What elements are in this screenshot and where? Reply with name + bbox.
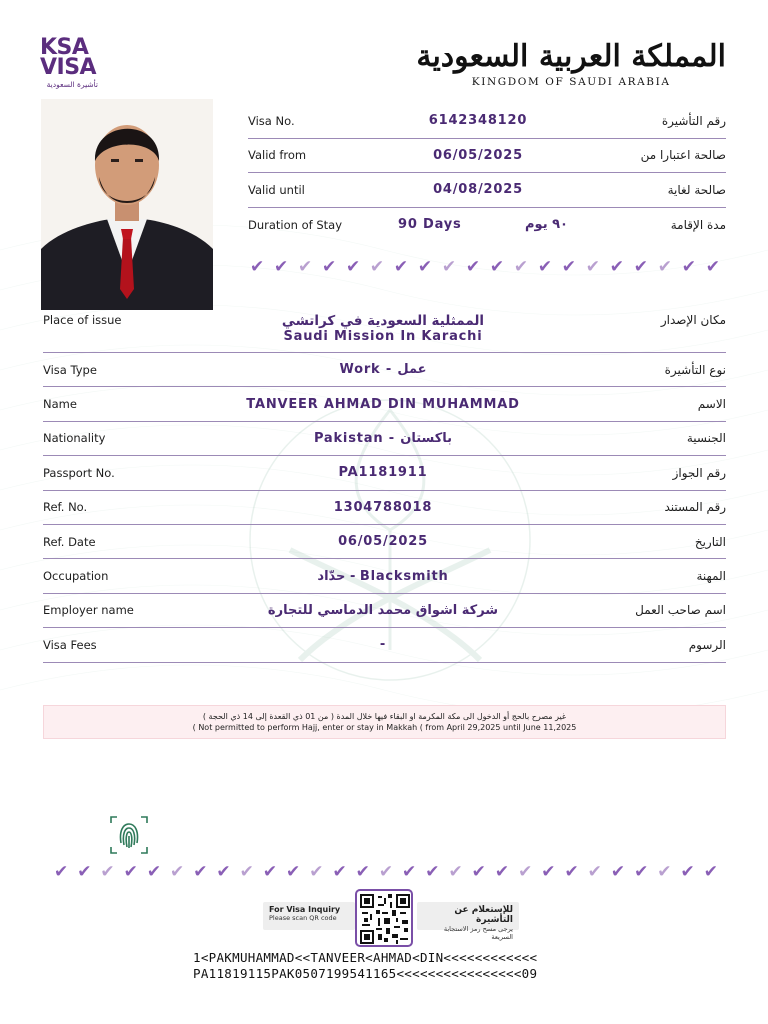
check-mark-icon: ✔ — [465, 257, 481, 277]
inquiry-en-title: For Visa Inquiry — [269, 905, 341, 914]
check-mark-icon: ✔ — [332, 862, 347, 882]
nationality-value: Pakistan - باكستان — [313, 430, 453, 446]
label-ar: رقم الجواز — [672, 465, 726, 480]
label-ar: مدة الإقامة — [670, 217, 726, 232]
passport-row — [43, 456, 726, 490]
label-en: Name — [43, 397, 77, 412]
label-ar: نوع التأشيرة — [664, 362, 726, 377]
label-ar: التاريخ — [694, 534, 726, 549]
check-mark-icon: ✔ — [513, 257, 529, 277]
place-of-issue-en: Saudi Mission In Karachi — [283, 329, 483, 344]
check-mark-icon: ✔ — [369, 257, 385, 277]
visa-type-row — [43, 353, 726, 387]
notice-arabic: غير مصرح بالحج أو الدخول الى مكة المكرمة او البقاء فيها خلال المدة ( من 01 ذي القعدة إلى 14 ذي الحجة ) — [202, 712, 567, 721]
kingdom-header — [416, 38, 726, 88]
visa-fees-value: - — [379, 637, 387, 653]
ref-date-value: 06/05/2025 — [338, 534, 428, 550]
inquiry-ar-title: للإستعلام عن التأشيرة — [454, 905, 513, 925]
label-en: Ref. Date — [43, 534, 96, 549]
check-mark-icon: ✔ — [378, 862, 394, 882]
label-en: Duration of Stay — [248, 217, 343, 232]
label-en: Passport No. — [43, 465, 115, 480]
visa-details — [43, 303, 726, 663]
check-mark-icon: ✔ — [489, 257, 505, 277]
check-mark-icon: ✔ — [100, 862, 115, 882]
check-mark-icon: ✔ — [216, 862, 231, 882]
check-mark-icon: ✔ — [610, 862, 626, 882]
mrz-line-1: 1<PAKMUHAMMAD<<TANVEER<AHMAD<DIN<<<<<<<<<<<< — [193, 950, 538, 965]
label-en: Visa No. — [248, 113, 295, 128]
ref-date-row — [43, 525, 726, 559]
kingdom-english: KINGDOM OF SAUDI ARABIA — [471, 76, 671, 88]
label-ar: صالحة اعتبارا من — [640, 148, 726, 163]
check-mark-icon: ✔ — [345, 257, 361, 277]
check-mark-strip-bottom — [54, 862, 718, 882]
visa-inquiry-block — [263, 897, 523, 943]
check-mark-icon: ✔ — [402, 862, 417, 882]
check-mark-icon: ✔ — [494, 862, 510, 882]
inquiry-en-sub: Please scan QR code — [269, 914, 337, 922]
place-of-issue-ar: الممثلية السعودية في كراتشي — [281, 313, 485, 329]
machine-readable-zone — [193, 950, 537, 982]
check-mark-icon: ✔ — [633, 257, 648, 277]
ref-no-row — [43, 491, 726, 525]
check-mark-icon: ✔ — [680, 862, 695, 882]
label-ar: مكان الإصدار — [660, 313, 726, 327]
nationality-row — [43, 422, 726, 456]
logo-subtitle: تأشيرة السعودية — [46, 80, 98, 89]
employer-value: شركة اشواق محمد الدماسي للتجارة — [267, 602, 499, 618]
qr-code[interactable] — [355, 889, 413, 947]
ref-no-value: 1304788018 — [333, 499, 433, 515]
check-mark-icon: ✔ — [541, 862, 556, 882]
valid-until-value: 04/08/2025 — [433, 182, 523, 198]
check-mark-icon: ✔ — [77, 862, 92, 882]
check-mark-icon: ✔ — [273, 257, 289, 277]
check-mark-icon: ✔ — [441, 257, 457, 277]
check-mark-icon: ✔ — [681, 257, 696, 277]
visa-summary — [248, 104, 726, 242]
label-ar: الاسم — [697, 397, 726, 412]
ksa-visa-logo — [40, 35, 110, 89]
check-mark-icon: ✔ — [587, 862, 602, 882]
place-of-issue-row — [43, 303, 726, 353]
check-mark-icon: ✔ — [657, 257, 672, 277]
check-mark-icon: ✔ — [561, 257, 577, 277]
occupation-value: حدّاد - Blacksmith — [317, 568, 449, 584]
occupation-row — [43, 559, 726, 593]
mrz-line-2: PA11819115PAK0507199541165<<<<<<<<<<<<<<<<09 — [193, 966, 538, 981]
inquiry-english — [263, 902, 355, 930]
check-mark-icon: ✔ — [123, 862, 138, 882]
duration-value-en: 90 Days — [398, 217, 462, 233]
check-mark-icon: ✔ — [634, 862, 649, 882]
label-en: Employer name — [43, 603, 134, 618]
check-mark-icon: ✔ — [250, 257, 265, 277]
applicant-photo — [41, 99, 213, 310]
place-of-issue-value — [203, 313, 563, 345]
label-en: Ref. No. — [43, 500, 88, 515]
label-ar: الرسوم — [688, 637, 726, 652]
check-mark-icon: ✔ — [471, 862, 486, 882]
check-mark-icon: ✔ — [355, 862, 370, 882]
employer-row — [43, 594, 726, 628]
check-mark-icon: ✔ — [170, 862, 185, 882]
duration-value-ar: ٩٠ يوم — [525, 217, 568, 233]
check-mark-icon: ✔ — [518, 862, 533, 882]
check-mark-icon: ✔ — [537, 257, 553, 277]
valid-until-row — [248, 173, 726, 208]
label-ar: اسم صاحب العمل — [635, 603, 726, 618]
valid-from-row — [248, 139, 726, 174]
label-ar: رقم المستند — [664, 500, 726, 515]
check-mark-icon: ✔ — [146, 862, 162, 882]
visa-type-value: Work - عمل — [339, 362, 427, 378]
label-en: Visa Fees — [43, 637, 97, 652]
visa-no-row — [248, 104, 726, 139]
check-mark-icon: ✔ — [585, 257, 601, 277]
visa-fees-row — [43, 628, 726, 662]
inquiry-arabic — [417, 902, 519, 941]
check-mark-icon: ✔ — [193, 862, 208, 882]
valid-from-value: 06/05/2025 — [433, 147, 523, 163]
duration-row — [248, 208, 726, 243]
label-ar: الجنسية — [686, 431, 726, 446]
label-en: Valid until — [248, 182, 305, 197]
check-mark-icon: ✔ — [321, 257, 337, 277]
check-mark-icon: ✔ — [54, 862, 69, 882]
visa-no-value: 6142348120 — [428, 113, 528, 129]
logo-line1: KSA — [40, 35, 89, 60]
fingerprint-icon — [109, 815, 149, 855]
name-row — [43, 387, 726, 421]
check-mark-icon: ✔ — [417, 257, 433, 277]
label-ar: رقم التأشيرة — [661, 113, 726, 128]
check-mark-icon: ✔ — [448, 862, 463, 882]
check-mark-strip-top — [250, 257, 720, 277]
check-mark-icon: ✔ — [393, 257, 409, 277]
notice-english: ( Not permitted to perform Hajj, enter or stay in Makkah ( from April 29,2025 until June 11,2025 — [192, 723, 577, 732]
label-en: Valid from — [248, 148, 307, 163]
check-mark-icon: ✔ — [657, 862, 672, 882]
check-mark-icon: ✔ — [262, 862, 278, 882]
kingdom-arabic: المملكة العربية السعودية — [416, 39, 726, 74]
passport-value: PA1181911 — [338, 465, 428, 481]
hajj-restriction-notice — [43, 705, 726, 739]
check-mark-icon: ✔ — [703, 862, 718, 882]
logo-line2: VISA — [40, 55, 97, 80]
label-ar: المهنة — [696, 569, 726, 584]
check-mark-icon: ✔ — [286, 862, 301, 882]
inquiry-ar-sub: يرجى مسح رمز الاستجابة السريعة — [443, 925, 513, 941]
check-mark-icon: ✔ — [564, 862, 579, 882]
check-mark-icon: ✔ — [297, 257, 313, 277]
label-en: Visa Type — [43, 362, 97, 377]
check-mark-icon: ✔ — [609, 257, 625, 277]
check-mark-icon: ✔ — [705, 257, 720, 277]
label-en: Place of issue — [43, 313, 122, 327]
label-en: Nationality — [43, 431, 106, 446]
label-ar: صالحة لغاية — [667, 182, 726, 197]
check-mark-icon: ✔ — [425, 862, 440, 882]
check-mark-icon: ✔ — [239, 862, 254, 882]
name-value: TANVEER AHMAD DIN MUHAMMAD — [246, 396, 520, 412]
check-mark-icon: ✔ — [309, 862, 324, 882]
label-en: Occupation — [43, 569, 109, 584]
